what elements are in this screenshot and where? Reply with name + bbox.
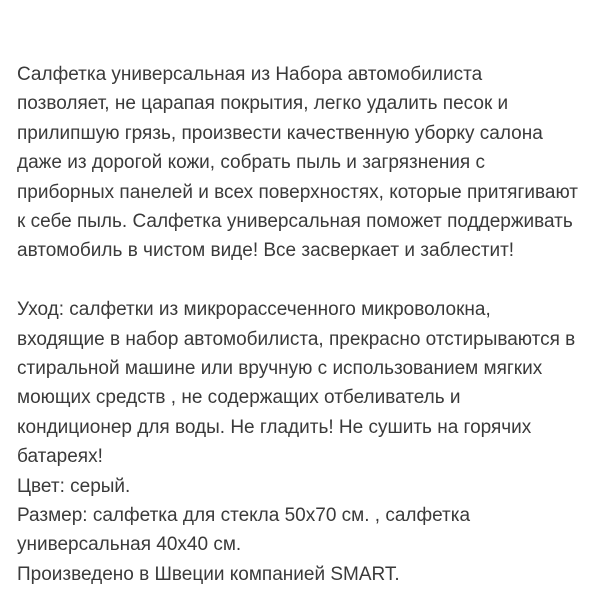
description-paragraph [17, 60, 607, 266]
text-line: позволяет, не царапая покрытия, легко удалить песок и [17, 93, 509, 115]
text-line: приборных панелей и всех поверхностях, которые притягивают [17, 181, 578, 203]
text-line: кондиционер для воды. Не гладить! Не сушить на горячих [17, 416, 532, 438]
size-line: универсальная 40х40 см. [17, 534, 242, 556]
origin-line: Произведено в Швеции компанией SMART. [17, 563, 400, 585]
text-line: Салфетка универсальная из Набора автомобилиста [17, 64, 483, 85]
paragraph-spacer [17, 266, 607, 295]
text-line: даже из дорогой кожи, собрать пыль и загрязнения с [17, 152, 485, 174]
text-line: автомобиль в чистом виде! Все засверкает и заблестит! [17, 240, 515, 262]
text-line: к себе пыль. Салфетка универсальная поможет поддерживать [17, 211, 573, 233]
color-line: Цвет: серый. [17, 475, 131, 497]
text-line: входящие в набор автомобилиста, прекрасно отстирываются в [17, 328, 576, 350]
size-line: Размер: салфетка для стекла 50х70 см. , салфетка [17, 505, 471, 527]
care-paragraph [17, 295, 607, 589]
text-line: батареях! [17, 446, 103, 468]
text-line: стиральной машине или вручную с использованием мягких [17, 358, 543, 380]
text-line: прилипшую грязь, произвести качественную уборку салона [17, 122, 543, 144]
product-description [17, 60, 607, 589]
text-line: моющих средств , не содержащих отбеливатель и [17, 387, 461, 409]
text-line: Уход: салфетки из микрорассеченного микроволокна, [17, 299, 491, 321]
